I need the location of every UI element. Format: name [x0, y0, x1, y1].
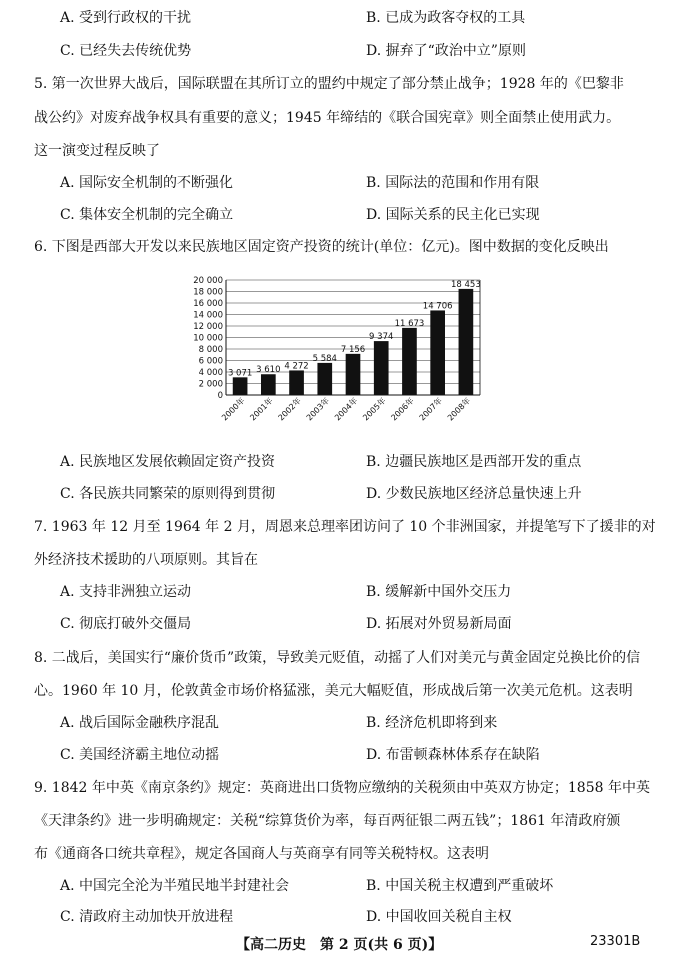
bar-value-label: 14 706 [422, 301, 453, 312]
chart-x-ticks [219, 395, 472, 422]
y-tick-label: 4 000 [198, 368, 223, 378]
q4-option-a: A. 受到行政权的干扰 [60, 10, 192, 26]
bar [261, 374, 276, 395]
y-tick-label: 16 000 [193, 299, 223, 309]
q4-option-b: B. 已成为政客夺权的工具 [366, 10, 526, 26]
q8-option-c: C. 美国经济霸主地位动摇 [60, 747, 220, 763]
q5-option-b: B. 国际法的范围和作用有限 [366, 175, 540, 191]
bar [346, 354, 361, 395]
q4-option-c: C. 已经失去传统优势 [60, 43, 192, 59]
bar-value-label: 9 374 [369, 332, 394, 343]
q9-stem-line-1: 9. 1842 年中英《南京条约》规定：英商进出口货物应缴纳的关税须由中英双方协定；1858 年中英 [34, 780, 650, 796]
q6-option-a: A. 民族地区发展依赖固定资产投资 [60, 454, 276, 470]
y-tick-label: 12 000 [193, 322, 223, 332]
y-tick-label: 18 000 [193, 287, 223, 298]
q8-option-b: B. 经济危机即将到来 [366, 715, 498, 731]
investment-bar-chart [180, 273, 500, 433]
x-tick-label: 2005年 [361, 396, 388, 423]
q8-stem-line-2: 心。1960 年 10 月，伦敦黄金市场价格猛涨，美元大幅贬值，形成战后第一次美元危机。这表明 [34, 683, 633, 699]
q8-option-d: D. 布雷顿森林体系存在缺陷 [366, 747, 540, 763]
bar [233, 377, 248, 395]
bar-value-label: 11 673 [394, 318, 425, 329]
bar [317, 363, 332, 395]
q7-option-d: D. 拓展对外贸易新局面 [366, 616, 512, 632]
q6-option-b: B. 边疆民族地区是西部开发的重点 [366, 454, 582, 470]
x-tick-label: 2003年 [304, 396, 332, 423]
bar-value-label: 5 584 [312, 353, 337, 364]
q9-option-b: B. 中国关税主权遭到严重破坏 [366, 878, 554, 894]
q7-stem-line-1: 7. 1963 年 12 月至 1964 年 2 月，周恩来总理率团访问了 10 个非洲国家，并提笔写下了援非的对 [34, 519, 656, 535]
q6-option-c: C. 各民族共同繁荣的原则得到贯彻 [60, 486, 276, 502]
bar-value-label: 18 453 [451, 279, 481, 290]
q9-stem-line-2: 《天津条约》进一步明确规定：关税“综算货价为率，每百两征银二两五钱”；1861 年清政府颁 [34, 813, 621, 829]
q7-option-c: C. 彻底打破外交僵局 [60, 616, 192, 632]
bar [402, 328, 417, 395]
exam-code: 23301B [590, 934, 641, 949]
bar-value-label: 3 610 [256, 365, 281, 376]
q9-option-c: C. 清政府主动加快开放进程 [60, 909, 234, 925]
y-tick-label: 14 000 [193, 310, 223, 321]
y-tick-label: 0 [217, 391, 223, 401]
y-tick-label: 2 000 [198, 379, 223, 390]
q5-option-c: C. 集体安全机制的完全确立 [60, 207, 234, 223]
q5-stem-line-3: 这一演变过程反映了 [34, 143, 160, 159]
q9-option-a: A. 中国完全沦为半殖民地半封建社会 [60, 878, 290, 894]
q5-option-a: A. 国际安全机制的不断强化 [60, 175, 234, 191]
bar-value-label: 4 272 [284, 361, 309, 372]
bar-value-label: 3 071 [227, 368, 253, 379]
q4-option-d: D. 摒弃了“政治中立”原则 [366, 43, 526, 59]
q7-option-b: B. 缓解新中国外交压力 [366, 584, 512, 600]
page-footer-title: 【高二历史 第 2 页(共 6 页)】 [236, 937, 443, 953]
bar [289, 370, 304, 395]
bar [374, 341, 389, 395]
q7-stem-line-2: 外经济技术援助的八项原则。其旨在 [34, 552, 258, 568]
q5-stem-line-2: 战公约》对废弃战争权具有重要的意义；1945 年缔结的《联合国宪章》则全面禁止使用武力。 [34, 110, 621, 126]
y-tick-label: 20 000 [193, 276, 223, 286]
x-tick-label: 2001年 [248, 396, 275, 423]
bar [459, 289, 474, 395]
q7-option-a: A. 支持非洲独立运动 [60, 584, 192, 600]
q5-option-d: D. 国际关系的民主化已实现 [366, 207, 540, 223]
q8-stem-line-1: 8. 二战后，美国实行“廉价货币”政策，导致美元贬值，动摇了人们对美元与黄金固定兑换比价的信 [34, 650, 641, 666]
x-tick-label: 2000年 [220, 396, 247, 423]
q6-option-d: D. 少数民族地区经济总量快速上升 [366, 486, 582, 502]
x-tick-label: 2002年 [276, 396, 303, 423]
x-tick-label: 2006年 [389, 396, 416, 423]
q9-option-d: D. 中国收回关税自主权 [366, 909, 512, 925]
q5-stem-line-1: 5. 第一次世界大战后，国际联盟在其所订立的盟约中规定了部分禁止战争；1928 年的《巴黎非 [34, 76, 624, 92]
q9-stem-line-3: 布《通商各口统共章程》，规定各国商人与英商享有同等关税特权。这表明 [34, 846, 489, 862]
bar-value-label: 7 156 [340, 344, 366, 355]
q8-option-a: A. 战后国际金融秩序混乱 [60, 715, 220, 731]
x-tick-label: 2007年 [417, 396, 445, 423]
y-tick-label: 6 000 [198, 356, 223, 367]
x-tick-label: 2004年 [332, 396, 360, 423]
x-tick-label: 2008年 [445, 396, 473, 423]
bar [430, 310, 445, 395]
q6-stem: 6. 下图是西部大开发以来民族地区固定资产投资的统计(单位：亿元)。图中数据的变化反映出 [34, 239, 609, 255]
y-tick-label: 10 000 [193, 333, 223, 344]
chart-y-ticks [193, 276, 223, 401]
y-tick-label: 8 000 [198, 345, 223, 355]
